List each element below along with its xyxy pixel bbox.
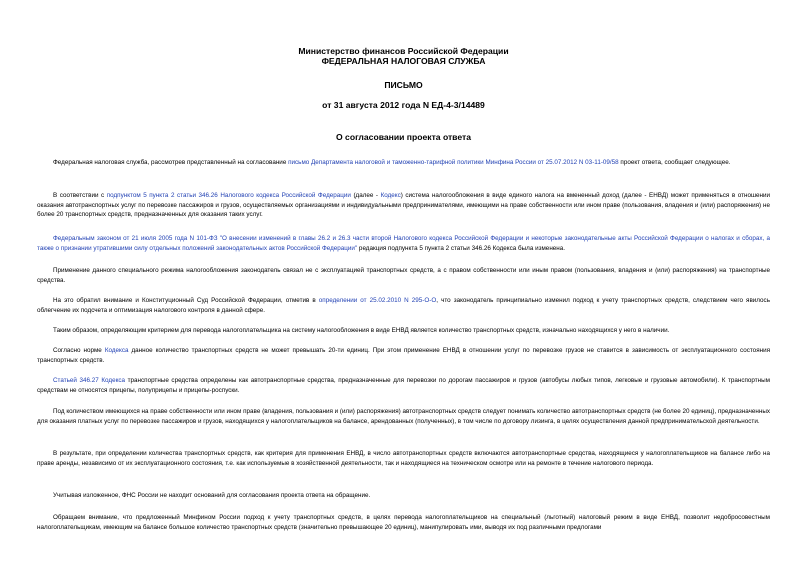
paragraph-2 [37,191,770,220]
paragraph-text: , что законодатель принципиально изменил подход к учету транспортных средств, следствием чего явилось облегчение их подсчета и оптимизация налогового контроля в данной сфере. [37,297,770,314]
paragraph-6 [37,326,770,336]
document-link[interactable]: Кодекс [380,192,401,199]
document-link[interactable]: определении от 25.02.2010 N 295-О-О [318,297,437,304]
document-link[interactable]: Кодекса [104,347,129,354]
paragraph-10 [37,449,770,468]
paragraph-text: Учитывая изложенное, ФНС России не находит оснований для согласования проекта ответа на обращение. [53,492,371,499]
paragraph-text: Таким образом, определяющим критерием для перевода налогоплательщика на систему налогообложения в виде ЕНВД является количество транспортных средств, изначально находящихся у него в наличии. [53,327,670,334]
paragraph-text: (далее - [350,192,381,199]
document-link[interactable]: Статьей 346.27 Кодекса [53,377,126,384]
paragraph-5 [37,296,770,315]
paragraph-text: Согласно норме [53,347,105,354]
document-date-number: от 31 августа 2012 года N ЕД-4-3/14489 [322,100,485,110]
paragraph-text: Под количеством имеющихся на праве собственности или ином праве (владения, пользования и (или) распоряжения) автотранспортных средств следует понимать количество автотранспортных средств (не более 20 единиц), предназначенных для оказания платных услуг по перевозке пассажиров и грузов, находящихся у налогоплательщиков на балансе, арендованных (полученных), в том числе по договору лизинга, в целях осуществления данной предпринимательской деятельности. [37,408,770,425]
paragraph-text: На это обратил внимание и Конституционный Суд Российской Федерации, отметив в [53,297,319,304]
paragraph-text: данное количество транспортных средств не может превышать 20-ти единиц. При этом применение ЕНВД в отношении услуг по перевозке грузов не ставится в зависимость от эксплуатационного состояния транспортных средств. [37,347,771,364]
paragraph-4 [37,266,770,285]
paragraph-text: ) система налогообложения в виде единого налога на вмененный доход (далее - ЕНВД) может применяться в отношении оказания автотранспортных услуг по перевозке пассажиров и грузов, осуществляемых организациями и индивидуальными предпринимателями, имеющими на праве собственности или ином праве (пользования, владения и (или) распоряжения) не более 20 транспортных средств, предназначенных для оказания таких услуг. [37,192,771,219]
paragraph-text: редакция подпункта 5 пункта 2 статьи 346.26 Кодекса была изменена. [357,244,566,252]
paragraph-12 [37,513,770,532]
service-name: ФЕДЕРАЛЬНАЯ НАЛОГОВАЯ СЛУЖБА [321,56,486,66]
document-link[interactable]: подпунктом 5 пункта 2 статьи 346.26 Налогового кодекса Российской Федерации [106,192,351,199]
document-link[interactable]: письмо Департамента налоговой и таможенно-тарифной политики Минфина России от 25.07.2012 N 03-11-09/58 [288,159,619,166]
paragraph-1 [37,158,770,168]
paragraph-11 [37,491,770,501]
paragraph-text: Применение данного специального режима налогообложения законодатель связал не с эксплуатацией транспортных средств, а с правом собственности или иным правом (пользования, владения и (или) распоряжения) на транспортные средства. [37,267,770,284]
document-subject: О согласовании проекта ответа [335,132,472,142]
paragraph-text: транспортные средства определены как автотранспортные средства, предназначенные для перевозки по дорогам пассажиров и грузов (автобусы любых типов, легковые и грузовые автомобили). К транспортным средствам не относятся прицепы, полуприцепы и прицепы-роспуски. [37,377,770,394]
paragraph-3 [37,234,770,253]
document-link[interactable]: Федеральным законом от 21 июля 2005 года N 101-ФЗ "О внесении изменений в главы 26.2 и 26.3 части второй Налогового кодекса Российской Федерации и некоторые законодательные акты Российской Федерации о налогах и сборах, а также о признании утратившими силу отдельных положений законодательных актов Российской Федерации" [37,235,770,252]
ministry-name: Министерство финансов Российской Федерации [298,46,509,56]
paragraph-text: Обращаем внимание, что предложенный Минфином России подход к учету транспортных средств, в целях перевода налогоплательщиков на специальный (льготный) налоговый режим в виде ЕНВД, позволит недобросовестным налогоплательщикам, имеющим на балансе большое количество транспортных средств (значительно превышающее 20 единиц), манипулировать ими, выводя их под различными предлогами [37,514,770,531]
paragraph-text: В результате, при определении количества транспортных средств, как критерия для применения ЕНВД, в число автотранспортных средств включаются автотранспортные средства, находящиеся у налогоплательщиков на балансе либо на праве аренды, независимо от их эксплуатационного состояния, т.е. как используемые в хозяйственной деятельности, так и находящиеся на техническом осмотре или на ремонте в течение налогового периода. [37,450,770,467]
paragraph-7 [37,346,770,365]
paragraph-text: Федеральная налоговая служба, рассмотрев представленный на согласование [53,159,289,166]
paragraph-9 [37,407,770,426]
document-type: ПИСЬМО [384,80,423,90]
paragraph-text: проект ответа, сообщает следующее. [618,159,731,166]
paragraph-text: В соответствии с [53,192,107,199]
paragraph-8 [37,376,770,395]
